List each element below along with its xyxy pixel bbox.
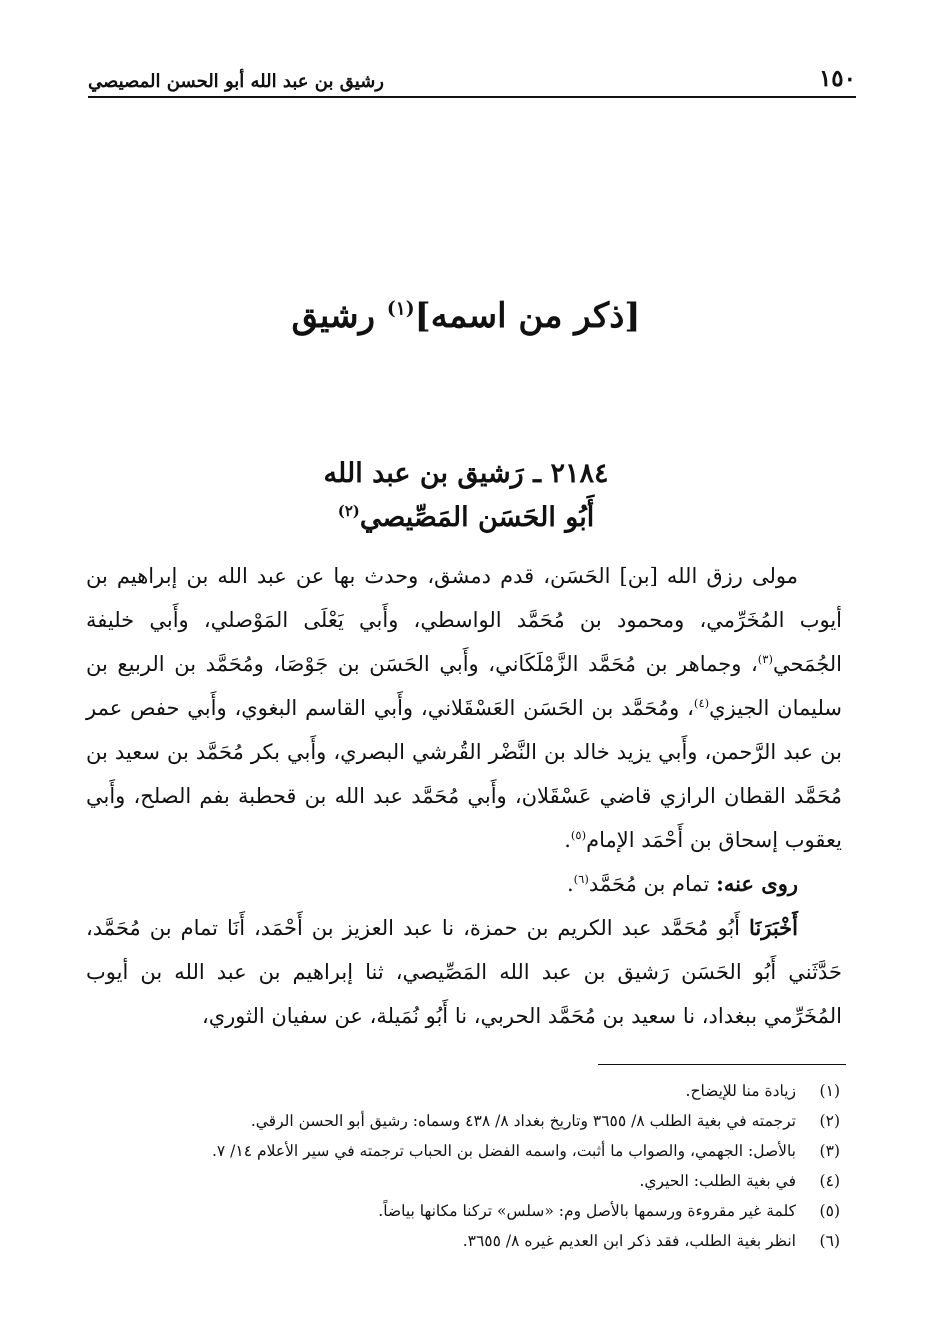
- body-text: [86, 554, 842, 1038]
- isnad-paragraph: [86, 906, 842, 1038]
- footnote-ref-4: (٤): [693, 696, 710, 710]
- footnote-item: [86, 1136, 840, 1166]
- footnote-ref-5: (٥): [570, 828, 587, 842]
- section-heading-text: [ذكر من اسمه]: [414, 296, 641, 336]
- footnote-number: (٦): [819, 1232, 840, 1250]
- running-title: رشيق بن عبد الله أبو الحسن المصيصي: [88, 71, 384, 92]
- footnote-item: [86, 1196, 840, 1226]
- footnote-item: [86, 1106, 840, 1136]
- footnote-text: ترجمته في بغية الطلب ٨/ ٣٦٥٥ وتاريخ بغداد ٨/ ٤٣٨ وسماه: رشيق أبو الحسن الرقي.: [250, 1112, 796, 1130]
- section-heading-name: رشيق: [291, 296, 376, 336]
- biography-paragraph: [86, 554, 842, 862]
- footnote-ref-1: (١): [386, 297, 415, 320]
- biography-text-3: ، ومُحَمَّد بن الحَسَن العَسْقَلاني، وأَبي القاسم البغوي، وأَبي حفص عمر بن عبد الرَّحمن، وأَبي يزيد خالد بن النَّضْر القُرشي البصري، وأَبي بكر مُحَمَّد بن سعيد بن مُحَمَّد القطان الرازي قاضي عَسْقَلان، وأَبي مُحَمَّد عبد الله بن قحطبة بفم الصلح، وأَبي يعقوب إسحاق بن أَحْمَد الإمام: [86, 696, 843, 852]
- footnote-divider: [598, 1064, 846, 1065]
- isnad-text: أَبُو مُحَمَّد عبد الكريم بن حمزة، نا عبد العزيز بن أَحْمَد، أَنَا تمام بن مُحَمَّد، حَدَّثَني أَبُو الحَسَن رَشيق بن عبد الله المَصِّيصي، ثنا إبراهيم بن عبد الله بن أيوب المُخَرِّمي ببغداد، نا سعيد بن مُحَمَّد الحربي، نا أَبُو نُمَيلة، عن سفيان الثوري،: [86, 916, 842, 1028]
- footnote-text: بالأصل: الجهمي، والصواب ما أثبت، واسمه الفضل بن الحباب ترجمته في سير الأعلام ١٤/ ٧.: [211, 1142, 796, 1160]
- narrators-text: تمام بن مُحَمَّد: [588, 872, 717, 896]
- footnote-number: (٥): [819, 1202, 840, 1220]
- isnad-lead: أَخْبَرَنَا: [749, 915, 798, 940]
- running-header: [88, 56, 856, 98]
- footnote-ref-3: (٣): [757, 652, 773, 666]
- footnote-text: كلمة غير مقروءة ورسمها بالأصل وم: «سلس» تركنا مكانها بياضاً.: [378, 1202, 796, 1220]
- narrators-end: .: [566, 872, 574, 896]
- footnote-ref-2: (٢): [337, 502, 360, 520]
- entry-kunya: أَبُو الحَسَن المَصِّيصي: [359, 502, 595, 533]
- biography-text-1: مولى رزق الله [بن] الحَسَن، قدم دمشق، وحدث بها عن عبد الله بن إبراهيم بن أيوب المُخَرِّمي، ومحمود بن مُحَمَّد الواسطي، وأَبي يَعْلَى المَوْصلي، وأَبي خليفة الجُمَحي: [86, 564, 842, 676]
- footnote-text: زيادة منا للإيضاح.: [685, 1082, 796, 1100]
- footnote-number: (٢): [819, 1112, 840, 1130]
- footnote-ref-6: (٦): [573, 872, 589, 886]
- footnotes: [86, 1076, 840, 1256]
- narrators-paragraph: [86, 862, 842, 906]
- entry-kunya-line: [0, 496, 932, 540]
- footnote-number: (٤): [819, 1172, 840, 1190]
- entry-number-and-name: ٢١٨٤ ـ رَشيق بن عبد الله: [323, 458, 609, 489]
- footnote-item: [86, 1166, 840, 1196]
- footnote-text: انظر بغية الطلب، فقد ذكر ابن العديم غيره ٨/ ٣٦٥٥.: [462, 1232, 796, 1250]
- footnote-item: [86, 1076, 840, 1106]
- footnote-item: [86, 1226, 840, 1256]
- page-number: ١٥٠: [818, 65, 856, 92]
- entry-title: [0, 452, 932, 540]
- biography-text-2: ، وجماهر بن مُحَمَّد الزَّمْلَكَاني، وأَبي الحَسَن بن جَوْصَا، ومُحَمَّد بن الربيع بن سليمان الجيزي: [86, 652, 842, 720]
- biography-end: .: [564, 828, 571, 852]
- footnote-number: (١): [819, 1082, 840, 1100]
- narrators-lead: روى عنه:: [716, 871, 798, 896]
- footnote-number: (٣): [819, 1142, 840, 1160]
- footnote-text: في بغية الطلب: الحيري.: [639, 1172, 796, 1190]
- section-heading: [0, 296, 932, 336]
